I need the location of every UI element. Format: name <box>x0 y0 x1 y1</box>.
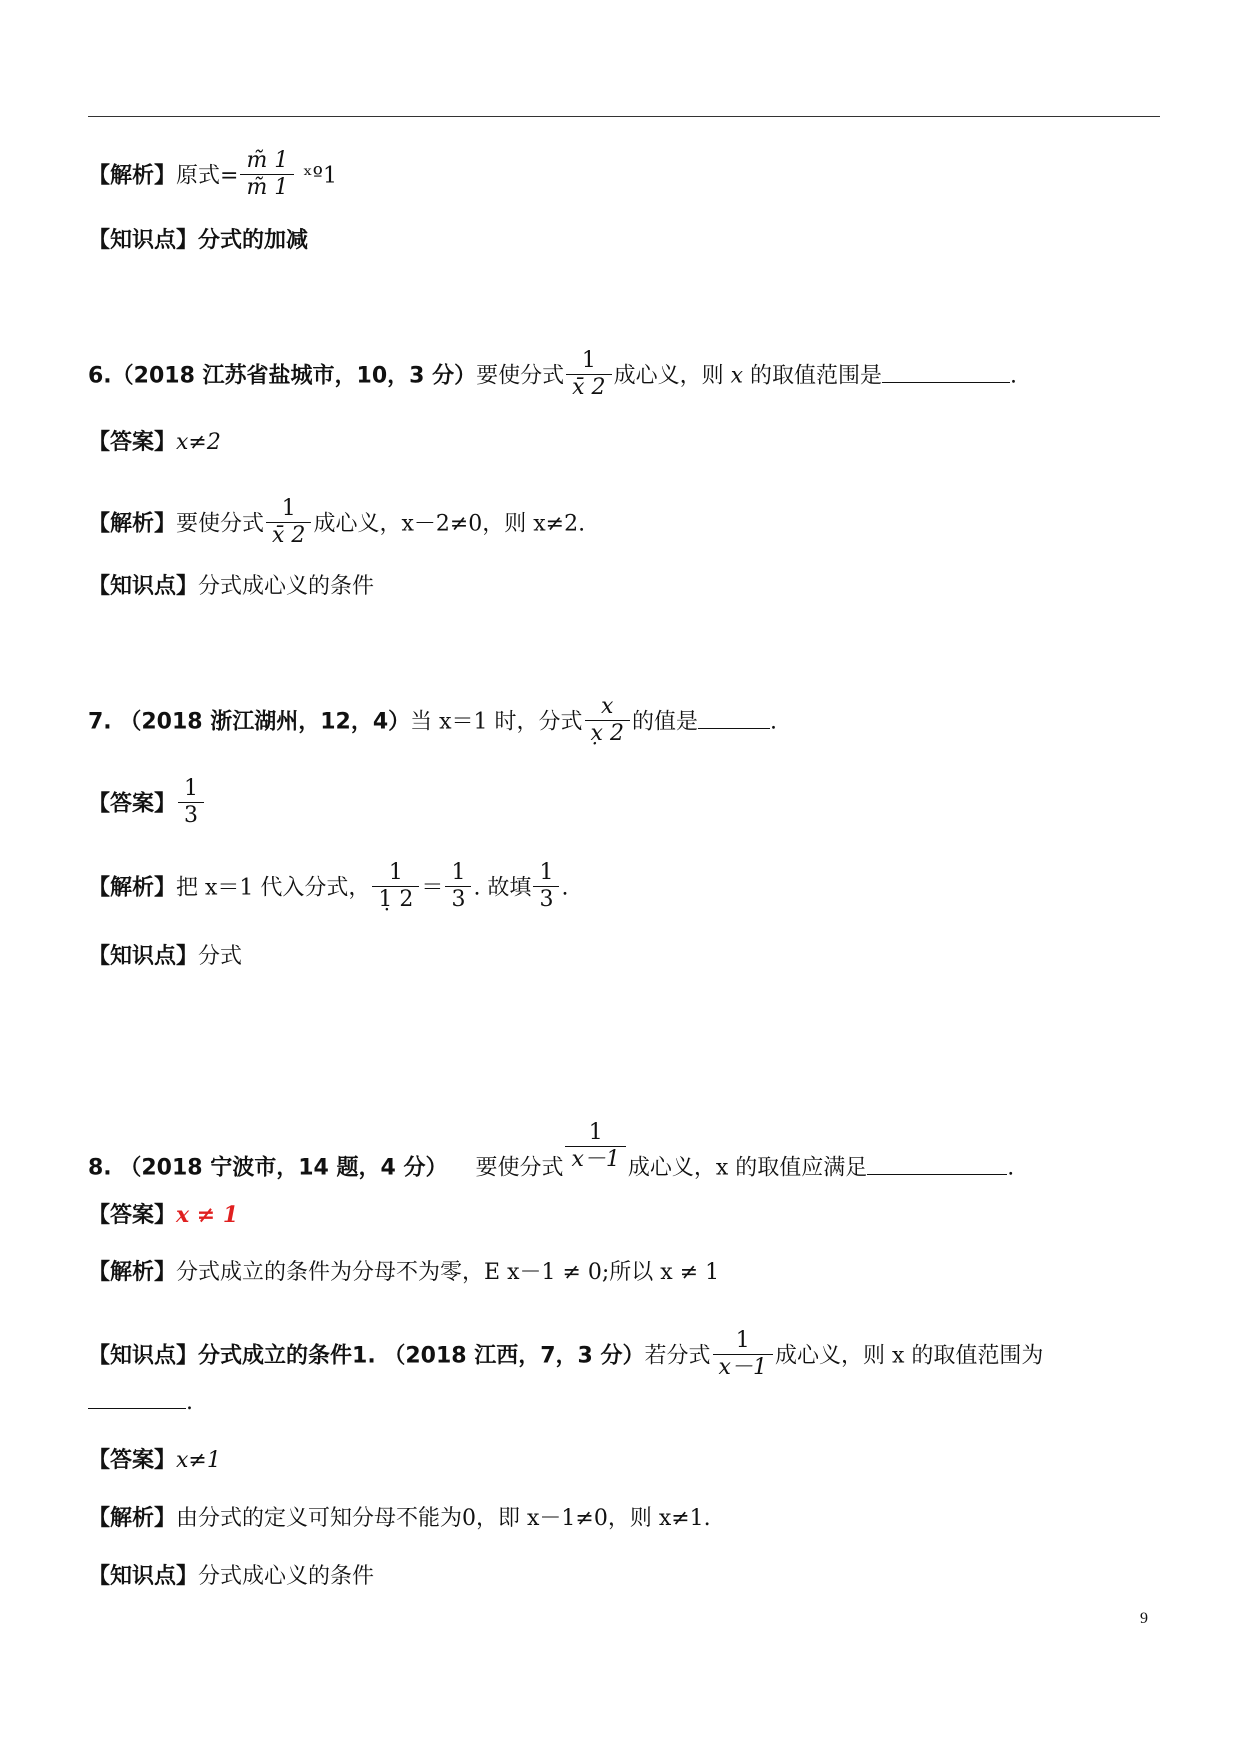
header-rule <box>88 116 1160 117</box>
question-7: 7. （2018 浙江湖州，12，4）当 x＝1 时，分式 $\frac{x}{x̣ 2}$ 的值是 . <box>88 694 777 746</box>
knowledge-7: 【知识点】分式 <box>88 944 243 969</box>
answer-1: 【答案】x≠1 <box>88 1448 221 1473</box>
answer-8: 【答案】x ≠ 1 <box>88 1202 239 1228</box>
fraction: $\frac{1}{x̄ 2}$ <box>566 348 611 401</box>
knowledge-8-and-question-1: 【知识点】分式成立的条件1. （2018 江西，7，3 分）若分式 $\frac{1}{x-1}$ 成心义，则 x 的取值范围为 <box>88 1328 1044 1380</box>
fraction: $\frac{x}{x̣ 2}$ <box>585 694 630 747</box>
fraction: $\frac{1}{1̣ 2}$ <box>372 860 419 913</box>
question-1-blank: . <box>88 1388 193 1418</box>
fraction: $\frac{1}{x̄ 2}$ <box>266 496 311 549</box>
knowledge-1: 【知识点】分式成心义的条件 <box>88 1564 375 1589</box>
answer-7: 【答案】 $\frac{1}{3}$ <box>88 778 206 831</box>
answer-blank <box>882 364 1010 383</box>
question-6: 6.（2018 江苏省盐城市，10，3 分）要使分式 $\frac{1}{x̄ 2}$ 成心义，则 x 的取值范围是 . <box>88 348 1017 400</box>
fraction: $\frac{1}{3}$ <box>533 860 559 913</box>
fraction: $\frac{1}{3}$ <box>178 776 204 829</box>
analysis-6: 【解析】要使分式 $\frac{1}{x̄ 2}$ 成心义，x－2≠0，则 x≠2. <box>88 496 586 548</box>
answer-blank <box>88 1390 186 1409</box>
fraction: $\frac{1}{x-1}$ <box>565 1120 625 1173</box>
answer-blank <box>698 710 770 729</box>
analysis-7: 【解析】把 x＝1 代入分式， $\frac{1}{1̣ 2}$ ＝ $\frac{1}{3}$ . 故填 $\frac{1}{3}$ . <box>88 860 569 912</box>
answer-blank <box>867 1156 1007 1175</box>
knowledge-line-1: 【知识点】分式的加减 <box>88 228 309 253</box>
fraction: $\frac{1}{3}$ <box>445 860 471 913</box>
knowledge-6: 【知识点】分式成心义的条件 <box>88 574 375 599</box>
page-number: 9 <box>1140 1610 1148 1627</box>
analysis-line-1: 【解析】原式= $\frac{m̃ 1}{m̃ 1}$ ˣº1 <box>88 148 337 200</box>
fraction: $\frac{1}{x-1}$ <box>713 1328 773 1381</box>
analysis-8: 【解析】分式成立的条件为分母不为零，E x－1 ≠ 0;所以 x ≠ 1 <box>88 1260 720 1285</box>
question-8: 8. （2018 宁波市，14 题，4 分） 要使分式 $\frac{1}{x-1}$ 成心义，x 的取值应满足 . <box>88 1120 1015 1181</box>
analysis-1: 【解析】由分式的定义可知分母不能为0，即 x－1≠0，则 x≠1. <box>88 1506 711 1531</box>
answer-6: 【答案】x≠2 <box>88 430 221 455</box>
fraction: $\frac{m̃ 1}{m̃ 1}$ <box>240 148 294 201</box>
